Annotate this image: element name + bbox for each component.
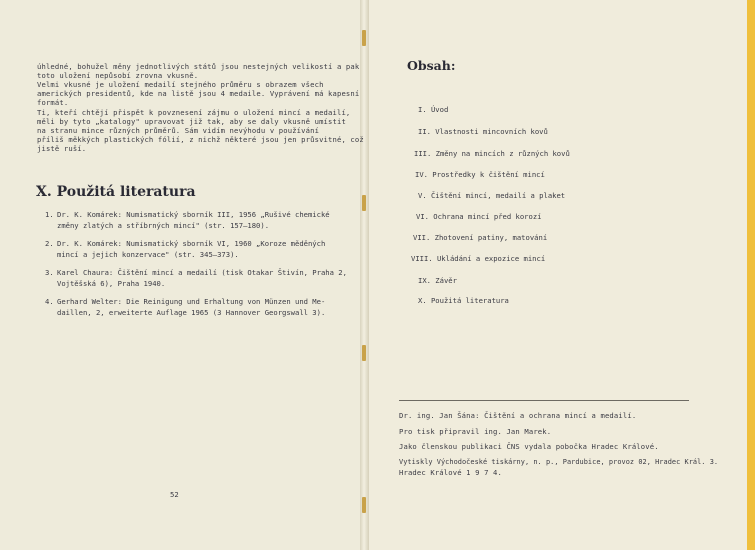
intro-line: Ti, kteří chtějí přispět k povznesení zájmu o uložení mincí a medailí, xyxy=(37,108,351,117)
reference-line: mincí a jejich konzervace" (str. 345—373). xyxy=(57,250,239,259)
intro-line: toto uložení nepůsobí zrovna vkusně. xyxy=(37,71,199,80)
intro-line: úhledné, bohužel měny jednotlivých států jsou nestejných velikostí a pak xyxy=(37,62,360,71)
book-spine xyxy=(360,0,369,550)
intro-line: jistě ruší. xyxy=(37,144,87,153)
reference-line: Vojtěšská 6), Praha 1940. xyxy=(57,279,166,288)
section-heading: X. Použitá literatura xyxy=(36,184,196,200)
toc-item: II. Vlastnosti mincovních kovů xyxy=(418,127,548,136)
toc-item: VI. Ochrana mincí před korozí xyxy=(416,212,542,221)
reference-number: 3. xyxy=(45,268,54,277)
colophon-line: Pro tisk připravil ing. Jan Marek. xyxy=(399,427,552,436)
reference-line: Gerhard Welter: Die Reinigung und Erhaltung von Münzen und Me- xyxy=(57,297,326,306)
reference-line: daillen, 2, erweiterte Auflage 1965 (3 Hannover Georgswall 3). xyxy=(57,308,326,317)
toc-item: VII. Zhotovení patiny, matování xyxy=(413,233,548,242)
intro-line: na stranu mince různých průměrů. Sám vidím nevýhodu v používání xyxy=(37,126,320,135)
reference-line: Dr. K. Komárek: Numismatický sborník III, 1956 „Rušivé chemické xyxy=(57,210,330,219)
page-number: 52 xyxy=(170,490,179,499)
toc-item: VIII. Ukládání a expozice mincí xyxy=(411,254,546,263)
binding-staple xyxy=(362,345,366,361)
reference-line: Karel Chaura: Čištění mincí a medailí (tisk Otakar Štivín, Praha 2, xyxy=(57,268,347,277)
toc-item: V. Čištění mincí, medailí a plaket xyxy=(418,191,566,200)
toc-item: III. Změny na mincích z různých kovů xyxy=(414,149,570,158)
toc-item: X. Použitá literatura xyxy=(418,296,509,305)
intro-line: amerických presidentů, kde na listě jsou 4 medaile. Vyprávení má kapesní xyxy=(37,89,360,98)
intro-line: Velmi vkusné je uložení medailí stejného průměru s obrazem všech xyxy=(37,80,324,89)
page-edge xyxy=(747,0,755,550)
colophon-line: Vytiskly Východočeské tiskárny, n. p., Pardubice, provoz 02, Hradec Král. 3. xyxy=(399,458,719,466)
reference-number: 1. xyxy=(45,210,54,219)
intro-line: příliš měkkých plastických fólií, z nichž některé jsou jen průsvitné, což xyxy=(37,135,364,144)
toc-item: IX. Závěr xyxy=(418,276,457,285)
reference-number: 2. xyxy=(45,239,54,248)
intro-line: formát. xyxy=(37,98,69,107)
colophon-line: Jako členskou publikaci ČNS vydala pobočka Hradec Králové. xyxy=(399,442,659,451)
binding-staple xyxy=(362,30,366,46)
colophon-line: Hradec Králové 1 9 7 4. xyxy=(399,468,502,477)
toc-item: IV. Prostředky k čištění mincí xyxy=(415,170,545,179)
reference-line: změny zlatých a stříbrných mincí" (str. 157—180). xyxy=(57,221,270,230)
colophon-line: Dr. ing. Jan Šána: Čištění a ochrana mincí a medailí. xyxy=(399,411,637,420)
reference-line: Dr. K. Komárek: Numismatický sborník VI, 1960 „Koroze měděných xyxy=(57,239,326,248)
divider xyxy=(399,400,689,401)
toc-item: I. Úvod xyxy=(418,105,449,114)
binding-staple xyxy=(362,497,366,513)
binding-staple xyxy=(362,195,366,211)
reference-number: 4. xyxy=(45,297,54,306)
toc-heading: Obsah: xyxy=(407,58,456,73)
intro-line: měli by tyto „katalogy" upravovat již tak, aby se daly vkusně umístit xyxy=(37,117,346,126)
